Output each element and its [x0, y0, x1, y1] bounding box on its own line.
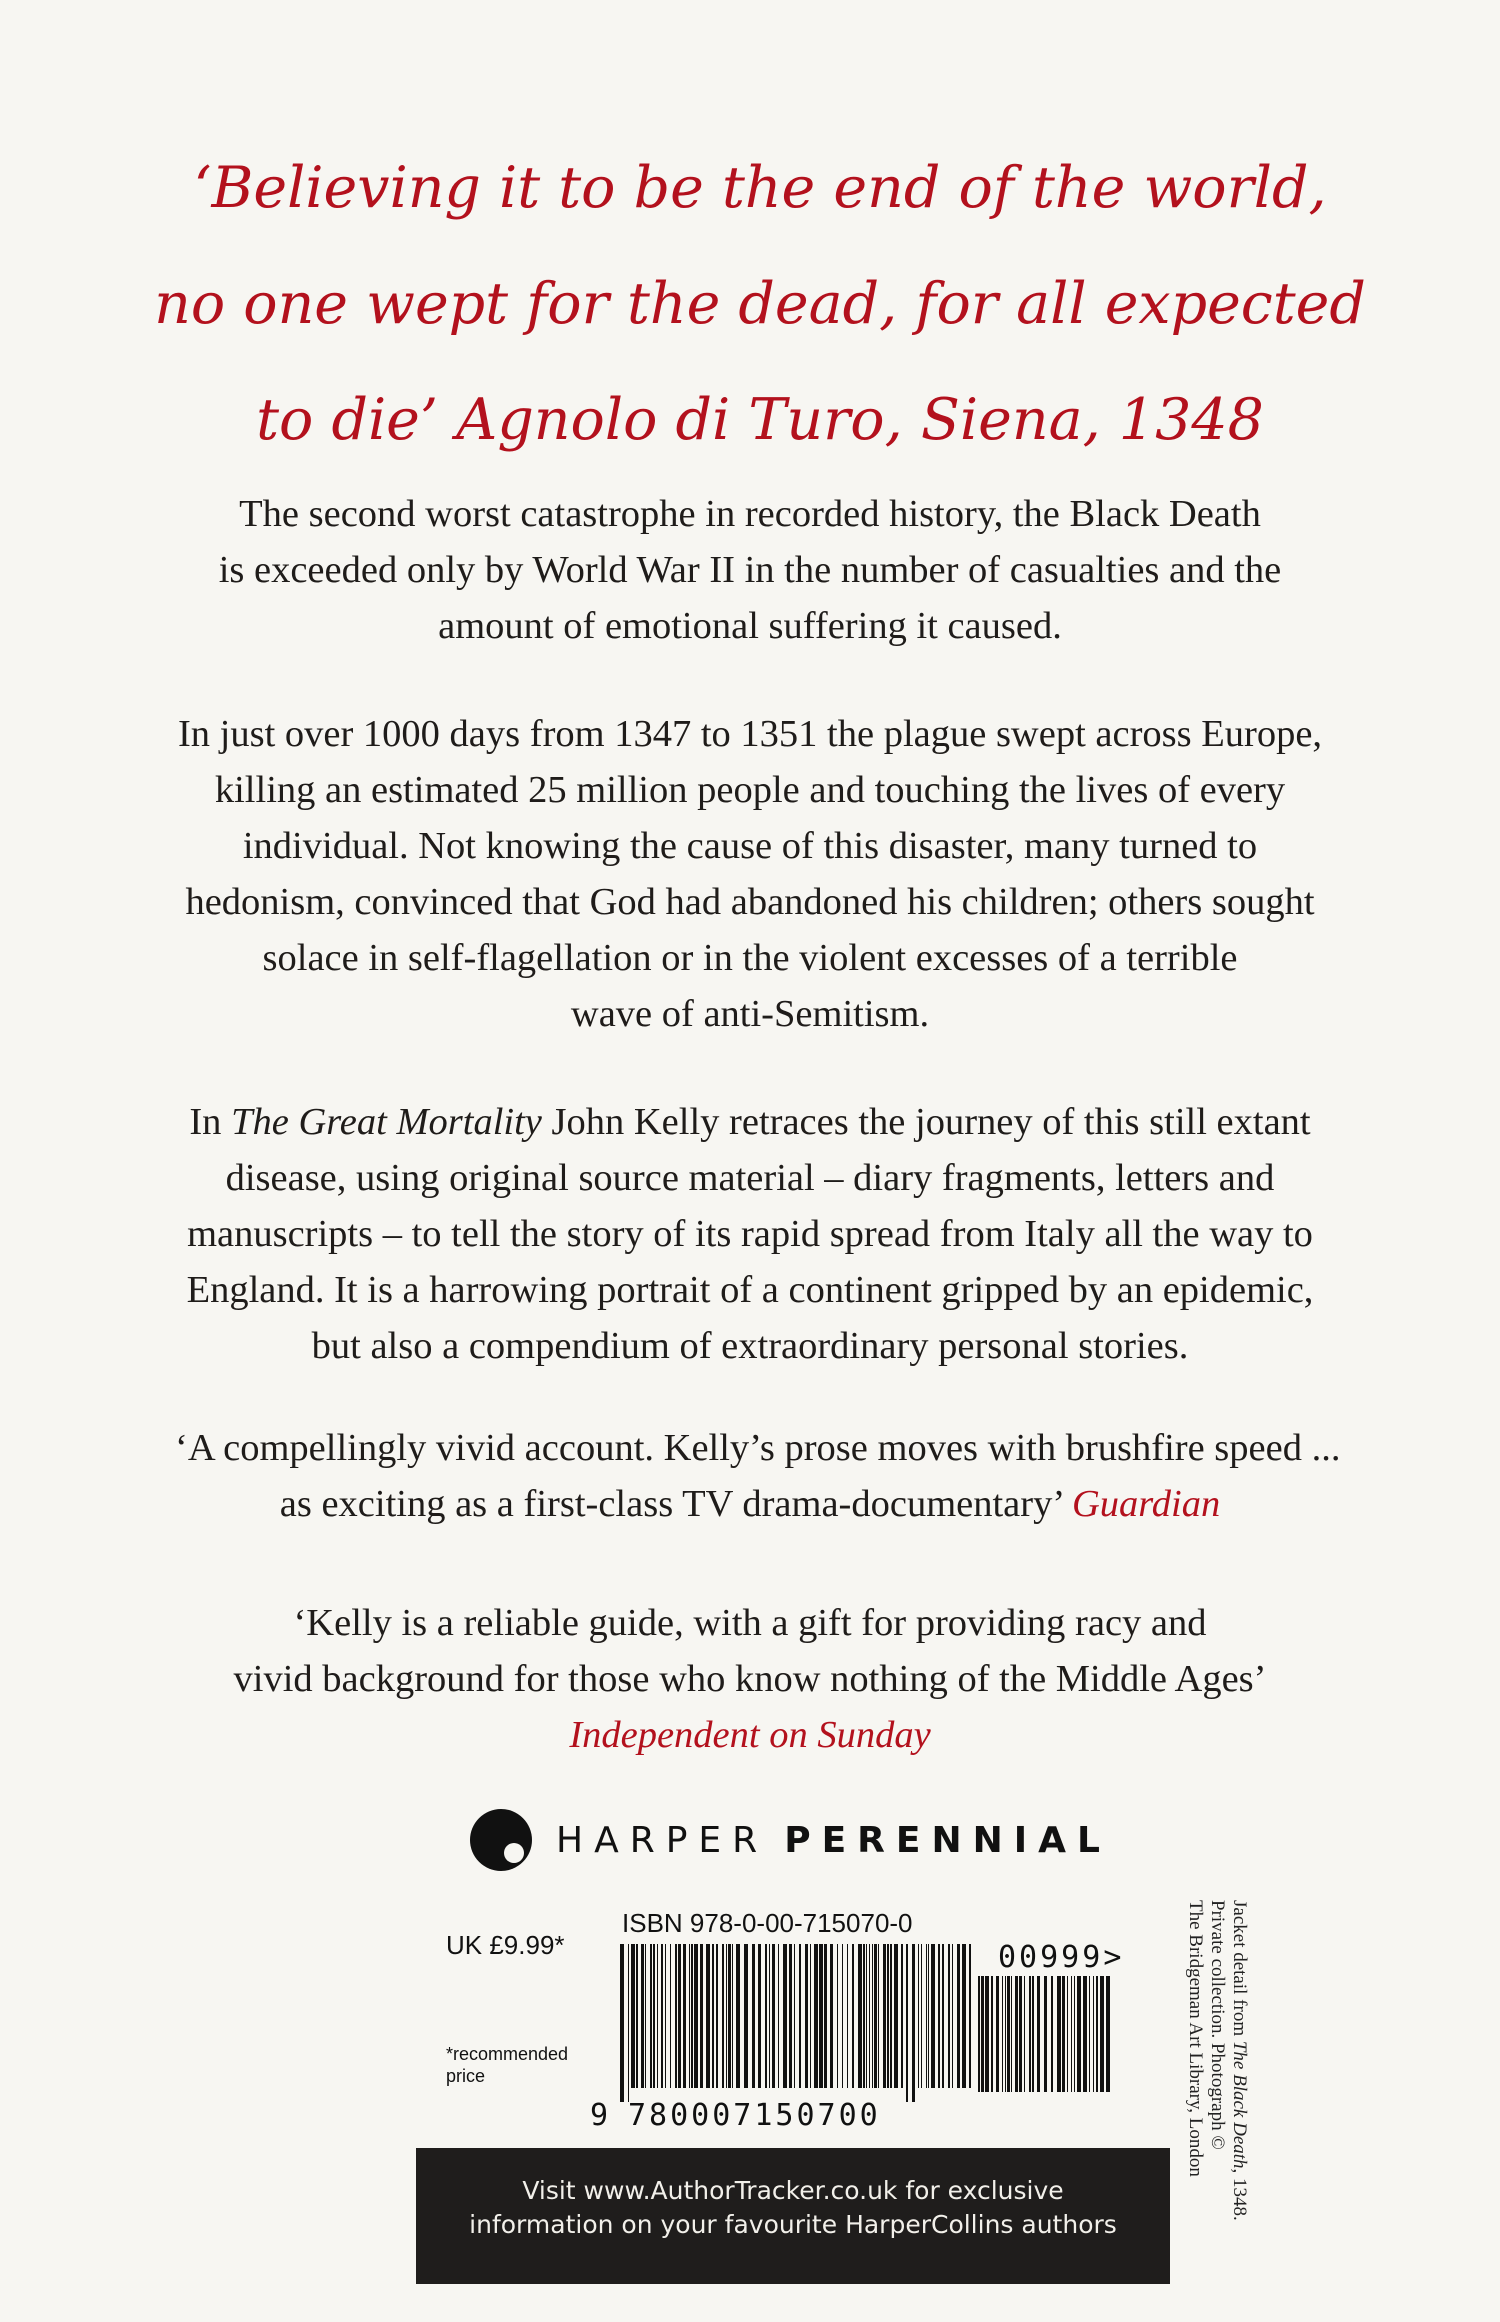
price-label: UK £9.99* — [446, 1930, 565, 1960]
barcode-bar — [712, 1944, 714, 2088]
review-line — [175, 1476, 1325, 1532]
barcode-bar — [1083, 1976, 1087, 2092]
credit-artwork-title: The Black Death — [1229, 2040, 1250, 2169]
addon-number: 00999 — [998, 1940, 1104, 1975]
barcode-bar — [1096, 1976, 1098, 2092]
barcode-bar — [628, 1944, 629, 2102]
barcode-bar — [1002, 1976, 1003, 2092]
barcode-addon-digits — [998, 1940, 1124, 1975]
barcode-bar — [1062, 1976, 1065, 2092]
banner-line: Visit www.AuthorTracker.co.uk for exclusive — [522, 2176, 1064, 2205]
blurb-line: but also a compendium of extraordinary personal stories. — [311, 1325, 1189, 1367]
barcode-bar — [894, 1944, 898, 2088]
review-source: Independent on Sunday — [569, 1714, 931, 1756]
barcode-bar — [675, 1944, 677, 2088]
barcode-bar — [689, 1944, 690, 2088]
barcode-bar — [657, 1944, 658, 2088]
barcode-bar — [1071, 1976, 1072, 2092]
barcode-bar — [778, 1944, 779, 2088]
isbn-label: ISBN 978-0-00-715070-0 — [622, 1908, 913, 1938]
barcode-bar — [890, 1944, 892, 2088]
barcode-bar — [758, 1944, 761, 2088]
credit-line: The Bridgeman Art Library, London — [1185, 1900, 1206, 2177]
review-line: ‘A compellingly vivid account. Kelly’s prose moves with brushfire speed ... — [175, 1427, 1341, 1469]
barcode-bar — [661, 1944, 663, 2088]
barcode-bar — [694, 1944, 698, 2088]
barcode-bar — [1057, 1976, 1061, 2092]
review-source: Guardian — [1071, 1483, 1221, 1525]
barcode-bar — [824, 1944, 827, 2088]
epigraph-line: no one wept for the dead, for all expected — [154, 271, 1366, 337]
review-text: as exciting as a first-class TV drama-documentary’ — [279, 1483, 1072, 1525]
blurb-paragraph-2 — [175, 706, 1325, 1042]
barcode-bar — [789, 1944, 792, 2088]
barcode-bar — [1100, 1976, 1104, 2092]
barcode-bar — [736, 1944, 740, 2088]
barcode-bar — [847, 1944, 848, 2088]
barcode-bar — [1015, 1976, 1018, 2092]
publisher-logo — [470, 1810, 1111, 1870]
barcode-bar — [1093, 1976, 1094, 2092]
barcode-bar — [985, 1976, 989, 2092]
barcode-bar — [969, 1944, 971, 2088]
barcode-bar — [1011, 1976, 1012, 2092]
barcode-bar — [1024, 1976, 1025, 2092]
barcode-bar — [1037, 1976, 1040, 2092]
barcode-bar — [765, 1944, 767, 2088]
barcode-bar — [620, 1944, 624, 2102]
barcode-bar — [728, 1944, 731, 2088]
publisher-word-harper: HARPER — [556, 1819, 769, 1861]
author-tracker-banner — [416, 2148, 1170, 2284]
addon-chevron-icon: > — [1103, 1940, 1125, 1975]
barcode-bar — [769, 1944, 770, 2088]
barcode-digits: 780007150700 — [628, 2098, 881, 2133]
barcode-bar — [691, 1944, 693, 2088]
barcode-bar — [799, 1944, 801, 2088]
barcode-bar — [650, 1944, 652, 2088]
barcode-bar — [991, 1976, 993, 2092]
barcode-bar — [1005, 1976, 1006, 2092]
blurb-lead: In — [189, 1101, 232, 1143]
barcode-bar — [814, 1944, 818, 2088]
barcode-bar — [926, 1944, 927, 2088]
harper-logo-icon — [470, 1809, 532, 1871]
barcode-bar — [962, 1944, 966, 2088]
barcode-bar — [1051, 1976, 1053, 2092]
barcode-bar — [1074, 1976, 1075, 2092]
barcode-bar — [1032, 1976, 1034, 2092]
barcode-bar — [732, 1944, 733, 2088]
barcode-bar — [641, 1944, 644, 2088]
blurb-line: In just over 1000 days from 1347 to 1351 the plague swept across Europe, — [177, 713, 1323, 755]
barcode-bar — [819, 1944, 823, 2088]
book-title: The Great Mortality — [231, 1101, 542, 1143]
barcode-bar — [869, 1944, 870, 2088]
blurb-line: England. It is a harrowing portrait of a continent gripped by an epidemic, — [186, 1269, 1314, 1311]
barcode-bar — [1089, 1976, 1090, 2092]
barcode-addon — [978, 1976, 1110, 2106]
barcode-bar — [863, 1944, 865, 2088]
blurb-paragraph-1 — [175, 486, 1325, 654]
credit-line — [1228, 1900, 1250, 2260]
barcode-bar — [683, 1944, 686, 2088]
blurb-line: solace in self-flagellation or in the violent excesses of a terrible — [262, 937, 1238, 979]
blurb-rest: John Kelly retraces the journey of this still extant — [541, 1101, 1311, 1143]
blurb-line: manuscripts – to tell the story of its rapid spread from Italy all the way to — [187, 1213, 1313, 1255]
blurb-line: killing an estimated 25 million people and touching the lives of every — [214, 769, 1286, 811]
barcode-bar — [810, 1944, 811, 2088]
barcode-bar — [928, 1944, 929, 2088]
blurb-line: disease, using original source material – diary fragments, letters and — [225, 1157, 1275, 1199]
barcode-bar — [645, 1944, 646, 2088]
barcode-bar — [921, 1944, 922, 2088]
barcode-bar — [726, 1944, 727, 2088]
barcode-bar — [1029, 1976, 1031, 2092]
barcode-bar — [957, 1944, 960, 2088]
recommended-price-note: *recommended price — [446, 2044, 569, 2086]
barcode-bar — [700, 1944, 703, 2088]
review-line: ‘Kelly is a reliable guide, with a gift for providing racy and — [293, 1602, 1207, 1644]
barcode-bar — [794, 1944, 795, 2088]
barcode-bar — [1077, 1976, 1081, 2092]
blurb-line: amount of emotional suffering it caused. — [438, 605, 1062, 647]
barcode-bar — [874, 1944, 877, 2088]
epigraph-line: ‘Believing it to be the end of the world, — [193, 155, 1327, 221]
barcode-bar — [887, 1944, 889, 2088]
barcode-bar — [852, 1944, 854, 2088]
barcode-bar — [938, 1944, 940, 2088]
barcode-bar — [858, 1944, 862, 2088]
barcode-bar — [1044, 1976, 1047, 2092]
barcode-bar — [722, 1944, 724, 2088]
blurb-line: is exceeded only by World War II in the number of casualties and the — [218, 549, 1282, 591]
barcode-bar — [883, 1944, 886, 2088]
barcode-bar — [1019, 1976, 1022, 2092]
review-line: vivid background for those who know nothing of the Middle Ages’ — [233, 1658, 1267, 1700]
blurb-line: wave of anti-Semitism. — [570, 993, 930, 1035]
barcode-bar — [912, 1944, 915, 2102]
publisher-name — [556, 1820, 1111, 1861]
barcode-bar — [678, 1944, 681, 2088]
blurb-line: The second worst catastrophe in recorded history, the Black Death — [239, 493, 1261, 535]
barcode-bar — [830, 1944, 833, 2088]
barcode-bar — [872, 1944, 873, 2088]
barcode-bar — [842, 1944, 843, 2088]
barcode-bar — [866, 1944, 867, 2088]
credit-text: Jacket detail from — [1229, 1900, 1250, 2041]
blurb-paragraph-3 — [175, 1094, 1325, 1374]
barcode-bar — [1106, 1976, 1110, 2092]
barcode-first-digit: 9 — [590, 2098, 612, 2133]
banner-line: information on your favourite HarperCollins authors — [469, 2210, 1117, 2239]
barcode-main — [620, 1944, 972, 2102]
barcode-bar — [631, 1944, 635, 2088]
barcode-bar — [1007, 1976, 1010, 2092]
epigraph-line: to die’ Agnolo di Turo, Siena, 1348 — [256, 387, 1264, 453]
barcode-bar — [978, 1976, 980, 2092]
barcode-bar — [670, 1944, 671, 2088]
barcode-bar — [653, 1944, 655, 2088]
review-independent — [175, 1595, 1325, 1763]
epigraph-quote — [150, 130, 1370, 478]
review-guardian — [175, 1420, 1341, 1532]
jacket-credit — [1180, 1900, 1250, 2260]
barcode-bar — [783, 1944, 787, 2088]
barcode-bar — [744, 1944, 748, 2088]
barcode-bar — [996, 1976, 999, 2092]
barcode-bar — [906, 1944, 908, 2102]
barcode-bar — [805, 1944, 808, 2088]
barcode-bar — [752, 1944, 755, 2088]
credit-text: , 1348. — [1229, 2168, 1250, 2221]
barcode-bar — [878, 1944, 879, 2088]
barcode-bar — [772, 1944, 775, 2088]
barcode-bar — [901, 1944, 903, 2088]
barcode-bar — [837, 1944, 838, 2088]
credit-line: Private collection. Photograph © — [1207, 1900, 1228, 2150]
publisher-word-perennial: PERENNIAL — [784, 1819, 1111, 1861]
blurb-line: individual. Not knowing the cause of this disaster, many turned to — [242, 825, 1258, 867]
blurb-line — [175, 1094, 1325, 1150]
barcode-bar — [942, 1944, 944, 2088]
barcode-bar — [948, 1944, 950, 2088]
barcode-bar — [665, 1944, 666, 2088]
barcode-bar — [918, 1944, 919, 2088]
barcode-bar — [716, 1944, 718, 2088]
barcode-bar — [931, 1944, 935, 2088]
barcode-bar — [981, 1976, 984, 2092]
barcode-bar — [706, 1944, 710, 2088]
blurb-line: hedonism, convinced that God had abandoned his children; others sought — [185, 881, 1315, 923]
barcode-bar — [1067, 1976, 1068, 2092]
barcode-bar — [952, 1944, 953, 2088]
barcode-bar — [636, 1944, 638, 2088]
